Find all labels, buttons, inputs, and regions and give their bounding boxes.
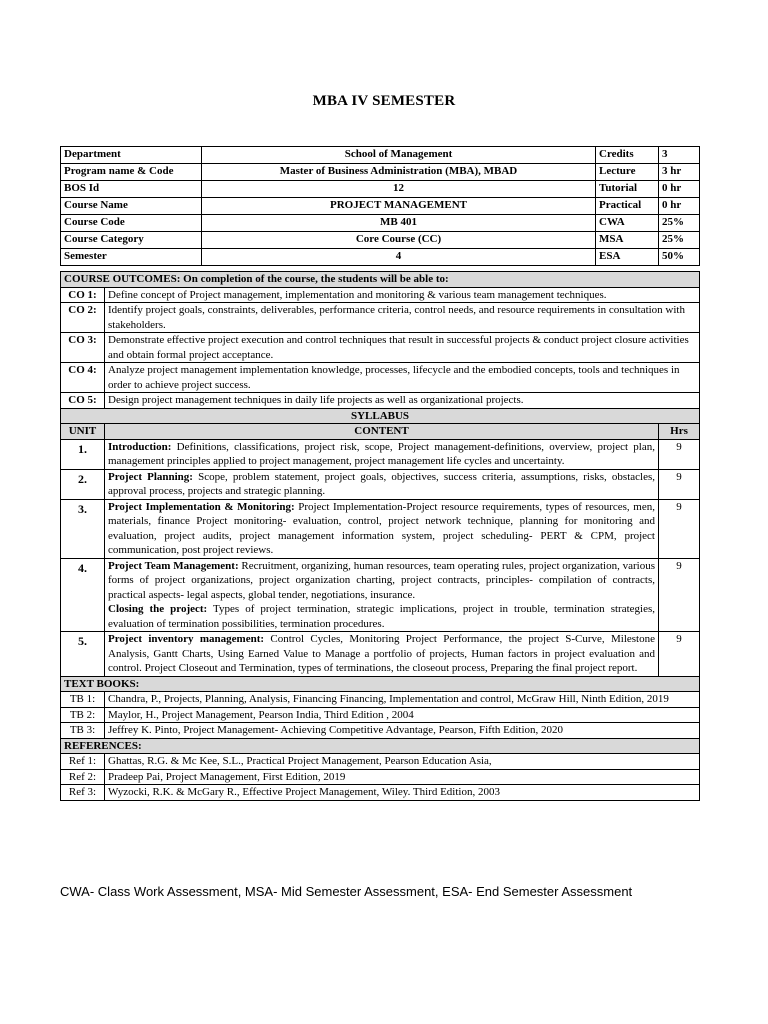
info-value: PROJECT MANAGEMENT xyxy=(202,198,596,215)
info-row-semester xyxy=(61,249,700,266)
unit-row xyxy=(61,499,700,558)
unit-number: 3. xyxy=(61,499,105,558)
outcome-code: CO 4: xyxy=(61,363,105,393)
outcome-code: CO 5: xyxy=(61,393,105,409)
outcome-code: CO 1: xyxy=(61,287,105,303)
reference-row xyxy=(61,769,700,785)
unit-text: Recruitment, organizing, human resources, team operating rules, project organization, various forms of project organizations, project organization charting, project contracts, principles- compilation of contracts, practical aspects- legal aspects, global tender, negotiations, insurance. xyxy=(108,559,655,601)
info-value: Master of Business Administration (MBA), MBAD xyxy=(202,164,596,181)
info-value: Core Course (CC) xyxy=(202,232,596,249)
info-label: Course Name xyxy=(61,198,202,215)
info-value: MB 401 xyxy=(202,215,596,232)
unit-column-header: UNIT xyxy=(61,424,105,440)
reference-code: Ref 3: xyxy=(61,785,105,801)
info-row-program xyxy=(61,164,700,181)
unit-hrs: 9 xyxy=(659,632,700,677)
syllabus-table xyxy=(60,271,700,801)
textbook-row xyxy=(61,723,700,739)
outcome-row xyxy=(61,303,700,333)
info-label: Department xyxy=(61,147,202,164)
unit-title: Project inventory management: xyxy=(108,633,265,645)
unit-content xyxy=(105,439,659,469)
unit-content xyxy=(105,499,659,558)
info-value: 4 xyxy=(202,249,596,266)
textbook-text: Maylor, H., Project Management, Pearson India, Third Edition , 2004 xyxy=(105,707,700,723)
outcome-code: CO 2: xyxy=(61,303,105,333)
unit-content xyxy=(105,469,659,499)
info-key-value: 0 hr xyxy=(659,181,700,198)
outcome-row xyxy=(61,287,700,303)
info-row-course-category xyxy=(61,232,700,249)
unit-title: Project Team Management: xyxy=(108,559,239,572)
reference-row xyxy=(61,785,700,801)
unit-hrs: 9 xyxy=(659,499,700,558)
info-key: Practical xyxy=(596,198,659,215)
info-label: Semester xyxy=(61,249,202,266)
unit-text: Control Cycles, Monitoring Project Performance, the project S-Curve, Milestone Analysis, Gantt Charts, Using Earned Value to Manage a portfolio of projects, Human factors in project evaluation and control. Project Closeout and Termination, types of terminations, the closeout process, Preparing the final project report. xyxy=(108,633,655,674)
info-label: BOS Id xyxy=(61,181,202,198)
outcome-code: CO 3: xyxy=(61,333,105,363)
textbook-code: TB 3: xyxy=(61,723,105,739)
info-key: ESA xyxy=(596,249,659,266)
unit-content xyxy=(105,558,659,632)
info-row-course-name xyxy=(61,198,700,215)
unit-hrs: 9 xyxy=(659,558,700,632)
outcome-text: Design project management techniques in daily life projects as well as organizational projects. xyxy=(105,393,700,409)
unit-content xyxy=(105,632,659,677)
unit-hrs: 9 xyxy=(659,439,700,469)
course-info-table xyxy=(60,146,700,266)
unit-number: 1. xyxy=(61,439,105,469)
textbook-code: TB 2: xyxy=(61,707,105,723)
unit-subtext: Types of project termination, strategic implications, project in trouble, termination strategies, evaluation of termination possibilities, termination procedures. xyxy=(108,603,655,630)
outcome-row xyxy=(61,333,700,363)
unit-number: 2. xyxy=(61,469,105,499)
outcome-row xyxy=(61,363,700,393)
outcome-text: Analyze project management implementation knowledge, processes, lifecycle and the embodied concepts, tools and techniques in order to achieve project success. xyxy=(105,363,700,393)
outcome-row xyxy=(61,393,700,409)
info-key-value: 3 xyxy=(659,147,700,164)
unit-number: 5. xyxy=(61,632,105,677)
textbook-text: Chandra, P., Projects, Planning, Analysis, Financing Financing, Implementation and control, McGraw Hill, Ninth Edition, 2019 xyxy=(105,692,700,708)
outcomes-header: COURSE OUTCOMES: On completion of the course, the students will be able to: xyxy=(61,272,700,288)
unit-text: Scope, problem statement, project goals, objectives, success criteria, assumptions, risks, obstacles, approval process, projects and strategic planning. xyxy=(108,470,655,497)
info-row-bos-id xyxy=(61,181,700,198)
reference-row xyxy=(61,754,700,770)
info-value: 12 xyxy=(202,181,596,198)
info-key: MSA xyxy=(596,232,659,249)
unit-number: 4. xyxy=(61,558,105,632)
syllabus-header: SYLLABUS xyxy=(61,408,700,424)
info-row-course-code xyxy=(61,215,700,232)
unit-row xyxy=(61,632,700,677)
textbook-row xyxy=(61,707,700,723)
syllabus-column-headers xyxy=(61,424,700,440)
info-key-value: 25% xyxy=(659,215,700,232)
unit-row xyxy=(61,469,700,499)
unit-row xyxy=(61,439,700,469)
reference-text: Ghattas, R.G. & Mc Kee, S.L., Practical Project Management, Pearson Education Asia, xyxy=(105,754,700,770)
unit-title: Project Implementation & Monitoring: xyxy=(108,500,295,513)
outcome-text: Identify project goals, constraints, deliverables, performance criteria, control needs, and resource requirements in consultation with stakeholders. xyxy=(105,303,700,333)
info-key-value: 25% xyxy=(659,232,700,249)
info-key: Lecture xyxy=(596,164,659,181)
textbook-text: Jeffrey K. Pinto, Project Management- Achieving Competitive Advantage, Pearson, Fifth Edition, 2020 xyxy=(105,723,700,739)
info-value: School of Management xyxy=(202,147,596,164)
outcome-text: Demonstrate effective project execution and control techniques that result in successful projects & conduct project closure activities and obtain formal project acceptance. xyxy=(105,333,700,363)
textbook-code: TB 1: xyxy=(61,692,105,708)
reference-code: Ref 1: xyxy=(61,754,105,770)
assessment-footnote: CWA- Class Work Assessment, MSA- Mid Semester Assessment, ESA- End Semester Assessment xyxy=(60,884,633,899)
info-key-value: 3 hr xyxy=(659,164,700,181)
reference-code: Ref 2: xyxy=(61,769,105,785)
info-row-department xyxy=(61,147,700,164)
reference-text: Pradeep Pai, Project Management, First Edition, 2019 xyxy=(105,769,700,785)
unit-subtitle: Closing the project: xyxy=(108,603,208,615)
info-label: Course Category xyxy=(61,232,202,249)
unit-title: Introduction: xyxy=(108,440,172,453)
page-title: MBA IV SEMESTER xyxy=(312,93,456,109)
unit-hrs: 9 xyxy=(659,469,700,499)
outcome-text: Define concept of Project management, implementation and monitoring & various team management techniques. xyxy=(105,287,700,303)
textbooks-header: TEXT BOOKS: xyxy=(61,676,700,692)
info-label: Program name & Code xyxy=(61,164,202,181)
hrs-column-header: Hrs xyxy=(659,424,700,440)
info-key: Credits xyxy=(596,147,659,164)
info-key-value: 0 hr xyxy=(659,198,700,215)
textbook-row xyxy=(61,692,700,708)
unit-text: Definitions, classifications, project risk, scope, Project management-definitions, overview, project plan, management principles applied to project management, project management life cycles and uncertainty. xyxy=(108,440,655,467)
references-header: REFERENCES: xyxy=(61,738,700,754)
info-key: CWA xyxy=(596,215,659,232)
unit-title: Project Planning: xyxy=(108,470,193,483)
content-column-header: CONTENT xyxy=(105,424,659,440)
info-key: Tutorial xyxy=(596,181,659,198)
info-key-value: 50% xyxy=(659,249,700,266)
unit-row xyxy=(61,558,700,632)
reference-text: Wyzocki, R.K. & McGary R., Effective Project Management, Wiley. Third Edition, 2003 xyxy=(105,785,700,801)
unit-text: Project Implementation-Project resource requirements, types of resources, men, materials, finance Project monitoring- evaluation, control, project network technique, planning for monitoring and evaluation, project audits, project management information system, project scheduling- PERT & CPM, project communication, post project reviews. xyxy=(108,500,655,556)
info-label: Course Code xyxy=(61,215,202,232)
